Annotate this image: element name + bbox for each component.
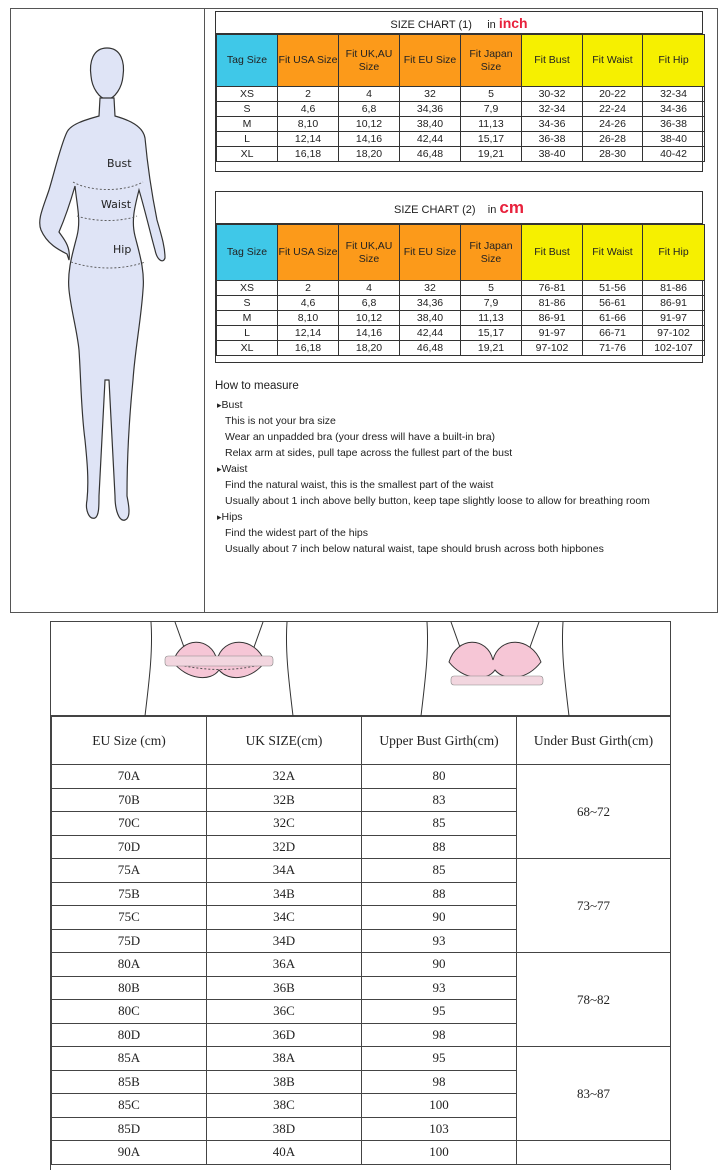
column-header: Under Bust Girth(cm) <box>517 717 671 765</box>
table-row <box>217 296 705 311</box>
table-cell: 8,10 <box>278 311 339 326</box>
table-cell: XS <box>217 87 278 102</box>
table-cell: 75C <box>52 906 207 930</box>
table-cell: 36D <box>207 1023 362 1047</box>
table-cell: 19,21 <box>461 147 522 162</box>
column-header: Fit EU Size <box>400 35 461 87</box>
table-cell: 34D <box>207 929 362 953</box>
table-row <box>217 326 705 341</box>
table-cell: 32 <box>400 281 461 296</box>
column-header: Fit Waist <box>583 225 643 281</box>
table-cell: 70C <box>52 812 207 836</box>
column-header: Upper Bust Girth(cm) <box>362 717 517 765</box>
table-row <box>217 117 705 132</box>
table-cell: 97-102 <box>522 341 583 356</box>
table-cell: 81-86 <box>522 296 583 311</box>
column-header: Fit USA Size <box>278 35 339 87</box>
table-cell: 4,6 <box>278 102 339 117</box>
column-header: Fit Hip <box>643 35 705 87</box>
column-header: Fit Japan Size <box>461 35 522 87</box>
table-row <box>217 87 705 102</box>
table-cell: 90 <box>362 953 517 977</box>
table-row <box>217 147 705 162</box>
table-cell: 100 <box>362 1094 517 1118</box>
table-cell: 2 <box>278 87 339 102</box>
table-cell: 93 <box>362 929 517 953</box>
column-header: Fit UK,AU Size <box>339 225 400 281</box>
table-cell: 14,16 <box>339 132 400 147</box>
table-cell: 7,9 <box>461 296 522 311</box>
table-cell: 46,48 <box>400 147 461 162</box>
table-row <box>217 132 705 147</box>
table-cell: 42,44 <box>400 132 461 147</box>
upper-bust-illustration <box>145 622 293 716</box>
table-cell: 90 <box>362 906 517 930</box>
table-cell: XL <box>217 341 278 356</box>
table-row <box>217 102 705 117</box>
column-header: Fit UK,AU Size <box>339 35 400 87</box>
table-cell: 51-56 <box>583 281 643 296</box>
table-cell: 26-28 <box>583 132 643 147</box>
figure-body <box>40 98 165 520</box>
table-cell: 32A <box>207 765 362 789</box>
table-cell: 70D <box>52 835 207 859</box>
table-cell: 75B <box>52 882 207 906</box>
table-cell: 34-36 <box>643 102 705 117</box>
table-cell: 5 <box>461 281 522 296</box>
table-cell: 6,8 <box>339 102 400 117</box>
table-cell: 36-38 <box>643 117 705 132</box>
table-cell: 86-91 <box>522 311 583 326</box>
table-cell: 90A <box>52 1141 207 1165</box>
table-cell: XS <box>217 281 278 296</box>
table-cell: 34C <box>207 906 362 930</box>
table-cell: 12,14 <box>278 326 339 341</box>
table-cell: 10,12 <box>339 311 400 326</box>
table-cell: 70B <box>52 788 207 812</box>
table-cell: 88 <box>362 835 517 859</box>
table-cell: 40-42 <box>643 147 705 162</box>
table-cell: 56-61 <box>583 296 643 311</box>
size-chart-inch-title <box>216 12 702 34</box>
table-cell: 81-86 <box>643 281 705 296</box>
table-cell: 75A <box>52 859 207 883</box>
table-cell: 76-81 <box>522 281 583 296</box>
table-cell: 80D <box>52 1023 207 1047</box>
table-cell: 14,16 <box>339 326 400 341</box>
table-row <box>217 311 705 326</box>
table-cell: 34-36 <box>522 117 583 132</box>
table-cell: 98 <box>362 1070 517 1094</box>
under-bust-cell: 83~87 <box>517 1047 671 1141</box>
table-cell: 46,48 <box>400 341 461 356</box>
table-cell: L <box>217 326 278 341</box>
table-cell: 38C <box>207 1094 362 1118</box>
table-cell: 38A <box>207 1047 362 1071</box>
table-cell: 32D <box>207 835 362 859</box>
table-cell: 36-38 <box>522 132 583 147</box>
chart1-unit: inch <box>498 15 528 31</box>
table-cell: 34B <box>207 882 362 906</box>
measure-section-title: ▸ Bust <box>217 397 715 413</box>
table-cell: S <box>217 102 278 117</box>
size-chart-cm-table <box>216 224 705 356</box>
size-chart-cm <box>215 191 703 363</box>
table-row <box>52 859 671 883</box>
table-header-row <box>217 35 705 87</box>
table-header-row <box>52 717 671 765</box>
table-cell: 80A <box>52 953 207 977</box>
under-bust-illustration <box>421 622 569 716</box>
table-header-row <box>217 225 705 281</box>
table-cell: 24-26 <box>583 117 643 132</box>
measure-instruction: Usually about 7 inch below natural waist, tape should brush across both hipbones <box>225 543 604 555</box>
column-header: Tag Size <box>217 35 278 87</box>
table-cell: 85D <box>52 1117 207 1141</box>
table-cell: 91-97 <box>522 326 583 341</box>
column-header: Fit Bust <box>522 35 583 87</box>
measure-section-title: ▸ Waist <box>217 461 715 477</box>
table-cell: 38,40 <box>400 117 461 132</box>
bra-size-table <box>51 716 671 1165</box>
table-row <box>52 1047 671 1071</box>
table-cell: 36B <box>207 976 362 1000</box>
column-header: UK SIZE(cm) <box>207 717 362 765</box>
table-row <box>217 281 705 296</box>
hip-label: Hip <box>113 243 132 256</box>
table-cell: 102-107 <box>643 341 705 356</box>
table-cell: 16,18 <box>278 341 339 356</box>
bra-size-chart <box>50 621 671 1170</box>
table-cell: 10,12 <box>339 117 400 132</box>
table-cell: 7,9 <box>461 102 522 117</box>
table-cell: 75D <box>52 929 207 953</box>
under-bust-cell: 73~77 <box>517 859 671 953</box>
table-cell: 93 <box>362 976 517 1000</box>
chart1-title: SIZE CHART (1) <box>390 19 472 31</box>
table-cell: 85B <box>52 1070 207 1094</box>
table-cell: 66-71 <box>583 326 643 341</box>
table-cell: 32C <box>207 812 362 836</box>
under-bust-cell: 68~72 <box>517 765 671 859</box>
table-cell: 34,36 <box>400 296 461 311</box>
under-bust-cell: 78~82 <box>517 953 671 1047</box>
column-header: Fit Bust <box>522 225 583 281</box>
table-row <box>52 765 671 789</box>
table-cell: 83 <box>362 788 517 812</box>
table-cell: 36A <box>207 953 362 977</box>
chart2-title: SIZE CHART (2) <box>394 204 476 216</box>
table-cell: 15,17 <box>461 326 522 341</box>
body-measure-figure <box>15 40 200 540</box>
measure-instruction: Relax arm at sides, pull tape across the fullest part of the bust <box>225 447 513 459</box>
table-cell: 70A <box>52 765 207 789</box>
column-header: Fit Waist <box>583 35 643 87</box>
table-cell: 80C <box>52 1000 207 1024</box>
table-cell: 38-40 <box>522 147 583 162</box>
table-cell: 91-97 <box>643 311 705 326</box>
waist-label: Waist <box>101 198 132 211</box>
column-header: Tag Size <box>217 225 278 281</box>
measure-instruction: Find the widest part of the hips <box>225 527 368 539</box>
measure-instruction: Usually about 1 inch above belly button, keep tape slightly loose to allow for breathing room <box>225 495 650 507</box>
table-cell: 40A <box>207 1141 362 1165</box>
table-row <box>52 953 671 977</box>
table-cell: 12,14 <box>278 132 339 147</box>
table-cell: 88 <box>362 882 517 906</box>
table-cell: 15,17 <box>461 132 522 147</box>
table-cell: 19,21 <box>461 341 522 356</box>
chart2-unit-prefix: in <box>487 204 497 216</box>
bra-measure-illustration <box>51 622 670 716</box>
table-cell: 32-34 <box>643 87 705 102</box>
table-row <box>217 341 705 356</box>
table-cell: 34A <box>207 859 362 883</box>
table-cell: 38-40 <box>643 132 705 147</box>
under-bust-cell <box>517 1141 671 1165</box>
table-cell: 86-91 <box>643 296 705 311</box>
table-cell: 32B <box>207 788 362 812</box>
table-cell: 95 <box>362 1047 517 1071</box>
table-cell: 80 <box>362 765 517 789</box>
table-cell: 6,8 <box>339 296 400 311</box>
table-cell: 32-34 <box>522 102 583 117</box>
table-cell: 38,40 <box>400 311 461 326</box>
table-cell: 5 <box>461 87 522 102</box>
bra-measure-graphic <box>51 622 670 716</box>
panel-divider <box>204 8 205 613</box>
table-cell: L <box>217 132 278 147</box>
table-cell: 11,13 <box>461 311 522 326</box>
table-cell: 98 <box>362 1023 517 1047</box>
size-chart-inch-table <box>216 34 705 162</box>
chart2-unit: cm <box>499 198 524 217</box>
table-cell: 80B <box>52 976 207 1000</box>
how-to-measure <box>215 378 715 557</box>
table-cell: 2 <box>278 281 339 296</box>
table-cell: 38D <box>207 1117 362 1141</box>
column-header: EU Size (cm) <box>52 717 207 765</box>
column-header: Fit Japan Size <box>461 225 522 281</box>
table-cell: 4,6 <box>278 296 339 311</box>
column-header: Fit USA Size <box>278 225 339 281</box>
measure-instruction: This is not your bra size <box>225 415 336 427</box>
table-cell: 18,20 <box>339 341 400 356</box>
table-cell: 28-30 <box>583 147 643 162</box>
table-cell: 38B <box>207 1070 362 1094</box>
table-cell: 100 <box>362 1141 517 1165</box>
size-chart-cm-title <box>216 192 702 224</box>
table-cell: 34,36 <box>400 102 461 117</box>
table-cell: 4 <box>339 87 400 102</box>
table-cell: 42,44 <box>400 326 461 341</box>
table-cell: 97-102 <box>643 326 705 341</box>
table-cell: 8,10 <box>278 117 339 132</box>
measure-instruction: Wear an unpadded bra (your dress will have a built-in bra) <box>225 431 496 443</box>
table-cell: 32 <box>400 87 461 102</box>
column-header: Fit Hip <box>643 225 705 281</box>
table-cell: M <box>217 117 278 132</box>
table-cell: 18,20 <box>339 147 400 162</box>
measure-section-title: ▸ Hips <box>217 509 715 525</box>
table-cell: 85C <box>52 1094 207 1118</box>
table-cell: XL <box>217 147 278 162</box>
how-to-measure-heading: How to measure <box>215 380 299 392</box>
table-cell: 71-76 <box>583 341 643 356</box>
table-cell: 103 <box>362 1117 517 1141</box>
table-cell: S <box>217 296 278 311</box>
column-header: Fit EU Size <box>400 225 461 281</box>
table-cell: 20-22 <box>583 87 643 102</box>
table-cell: 95 <box>362 1000 517 1024</box>
table-cell: 30-32 <box>522 87 583 102</box>
table-cell: 85A <box>52 1047 207 1071</box>
table-cell: 22-24 <box>583 102 643 117</box>
table-cell: 85 <box>362 859 517 883</box>
table-cell: 61-66 <box>583 311 643 326</box>
bust-label: Bust <box>107 157 132 170</box>
table-cell: 36C <box>207 1000 362 1024</box>
figure-head <box>91 48 124 100</box>
table-cell: 16,18 <box>278 147 339 162</box>
table-cell: 11,13 <box>461 117 522 132</box>
chart1-unit-prefix: in <box>487 19 496 31</box>
measure-instruction: Find the natural waist, this is the smallest part of the waist <box>225 479 494 491</box>
table-row <box>52 1141 671 1165</box>
size-chart-inch <box>215 11 703 172</box>
table-cell: 85 <box>362 812 517 836</box>
table-cell: 4 <box>339 281 400 296</box>
table-cell: M <box>217 311 278 326</box>
